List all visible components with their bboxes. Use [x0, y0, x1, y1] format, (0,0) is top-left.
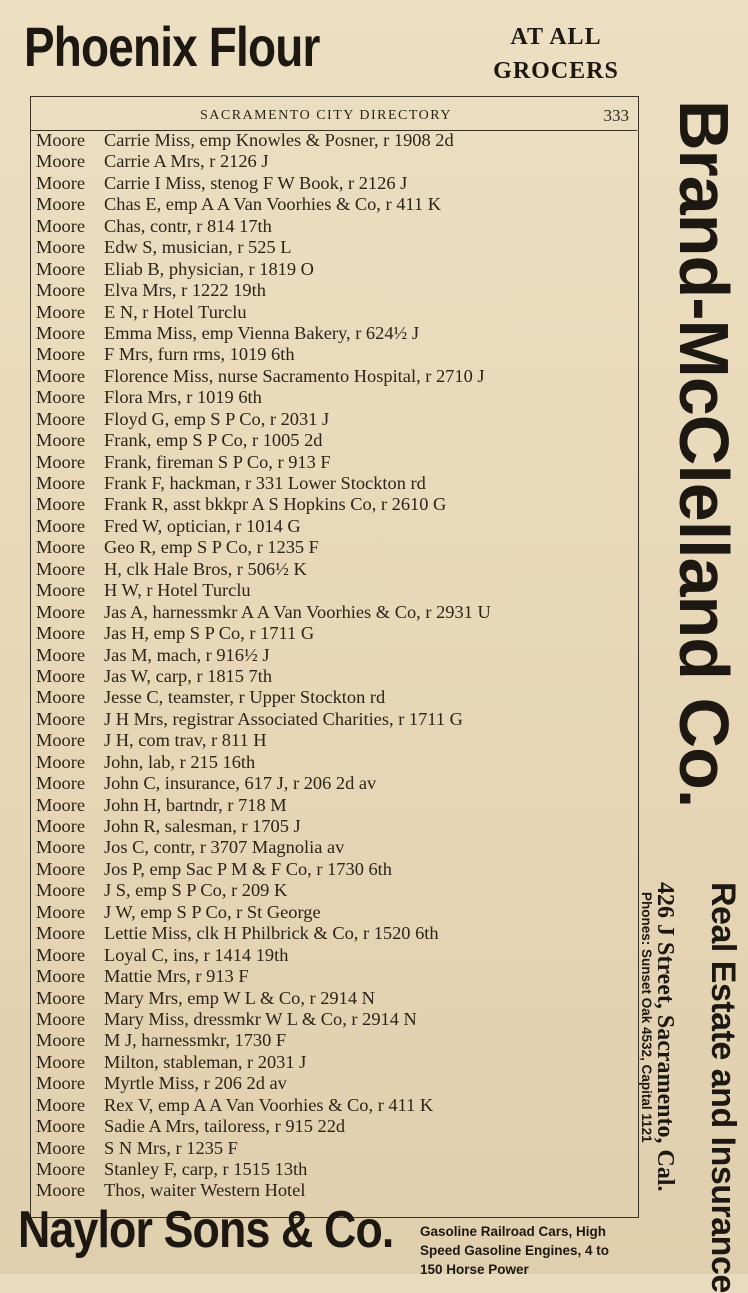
bottom-ad-name: Naylor Sons & Co.	[18, 1201, 394, 1259]
entry-surname: Moore	[36, 665, 86, 686]
entry-details: E N, r Hotel Turclu	[104, 301, 247, 322]
entry-details: Thos, waiter Western Hotel	[104, 1180, 306, 1201]
entry-details: Jas W, carp, r 1815 7th	[104, 665, 273, 686]
entry-surname: Moore	[36, 258, 86, 279]
entry-details: Floyd G, emp S P Co, r 2031 J	[104, 408, 330, 429]
entry-details: Frank F, hackman, r 331 Lower Stockton rd	[104, 473, 426, 493]
entry-surname: Moore	[36, 1137, 86, 1158]
entry-details: Jas A, harnessmkr A A Van Voorhies & Co, r 2931 U	[104, 601, 491, 622]
directory-entry	[36, 1180, 636, 1201]
entry-details: Elva Mrs, r 1222 19th	[104, 280, 266, 301]
entry-surname: Moore	[36, 1008, 86, 1029]
entry-surname: Moore	[36, 1030, 86, 1051]
entry-details: Jas M, mach, r 916½ J	[104, 644, 270, 665]
entry-details: S N Mrs, r 1235 F	[104, 1137, 238, 1158]
entry-surname: Moore	[36, 816, 86, 836]
entry-details: Frank R, asst bkkpr A S Hopkins Co, r 2610 G	[104, 494, 447, 515]
directory-entry	[36, 859, 636, 880]
directory-entry	[36, 730, 636, 751]
entry-details: John R, salesman, r 1705 J	[104, 816, 301, 836]
entry-details: Loyal C, ins, r 1414 19th	[104, 944, 289, 965]
entry-surname: Moore	[36, 451, 86, 472]
directory-entry	[36, 473, 636, 494]
directory-entry	[36, 559, 636, 580]
directory-entry	[36, 387, 636, 408]
entry-details: Milton, stableman, r 2031 J	[104, 1051, 307, 1072]
entry-details: Florence Miss, nurse Sacramento Hospital, r 2710 J	[104, 365, 485, 386]
top-ad-tag-line1: AT ALL	[510, 24, 602, 50]
directory-entry	[36, 259, 636, 280]
directory-entry	[36, 1116, 636, 1137]
entry-details: Sadie A Mrs, tailoress, r 915 22d	[104, 1116, 346, 1137]
entry-surname: Moore	[36, 237, 86, 258]
directory-entry	[36, 880, 636, 901]
directory-entry	[36, 430, 636, 451]
bottom-ad-description	[420, 1222, 640, 1279]
entry-details: Carrie Miss, emp Knowles & Posner, r 1908 2d	[104, 130, 454, 150]
directory-entry	[36, 1009, 636, 1030]
entry-surname: Moore	[36, 322, 86, 343]
entry-surname: Moore	[36, 494, 86, 515]
directory-entry	[36, 194, 636, 215]
entry-surname: Moore	[36, 387, 86, 408]
directory-entry	[36, 623, 636, 644]
entry-surname: Moore	[36, 408, 86, 429]
directory-entry	[36, 537, 636, 558]
entry-surname: Moore	[36, 215, 86, 236]
bottom-ad-desc-line2: Speed Gasoline Engines, 4 to	[420, 1243, 610, 1258]
directory-title: SACRAMENTO CITY DIRECTORY	[200, 108, 452, 123]
entry-details: Myrtle Miss, r 206 2d av	[104, 1073, 287, 1094]
entry-surname: Moore	[36, 923, 86, 944]
directory-entry	[36, 580, 636, 601]
directory-entry	[36, 709, 636, 730]
directory-entry	[36, 837, 636, 858]
entry-details: Jos C, contr, r 3707 Magnolia av	[104, 837, 345, 858]
directory-entry	[36, 1030, 636, 1051]
entry-details: Jos P, emp Sac P M & F Co, r 1730 6th	[104, 858, 392, 879]
entry-details: Flora Mrs, r 1019 6th	[104, 387, 262, 408]
entry-surname: Moore	[36, 1094, 86, 1115]
directory-entry	[36, 752, 636, 773]
bottom-ad-desc-line3: 150 Horse Power	[420, 1262, 529, 1277]
directory-entry	[36, 216, 636, 237]
directory-entry	[36, 816, 636, 837]
entry-surname: Moore	[36, 966, 86, 987]
entry-details: Frank, emp S P Co, r 1005 2d	[104, 430, 323, 451]
entry-surname: Moore	[36, 430, 86, 451]
entry-details: John, lab, r 215 16th	[104, 751, 256, 772]
side-ad-phones: Phones: Sunset Oak 4532, Capital 1121	[639, 892, 654, 1143]
entry-details: Jas H, emp S P Co, r 1711 G	[104, 623, 315, 644]
directory-entry	[36, 966, 636, 987]
entry-surname: Moore	[36, 880, 86, 901]
directory-entry	[36, 645, 636, 666]
entry-surname: Moore	[36, 987, 86, 1008]
entry-details: Rex V, emp A A Van Voorhies & Co, r 411 K	[104, 1094, 434, 1115]
directory-entry	[36, 1159, 636, 1180]
directory-entry	[36, 130, 636, 151]
entry-details: Carrie I Miss, stenog F W Book, r 2126 J	[104, 172, 408, 193]
directory-entry	[36, 945, 636, 966]
entry-surname: Moore	[36, 473, 86, 493]
entry-surname: Moore	[36, 1159, 86, 1179]
entry-details: J H, com trav, r 811 H	[104, 730, 267, 751]
directory-entry	[36, 1138, 636, 1159]
entry-details: Mattie Mrs, r 913 F	[104, 966, 249, 987]
directory-entry	[36, 344, 636, 365]
top-ad-tagline	[474, 20, 638, 88]
directory-entry	[36, 1095, 636, 1116]
entry-details: F Mrs, furn rms, 1019 6th	[104, 344, 295, 365]
directory-entry	[36, 795, 636, 816]
entry-surname: Moore	[36, 515, 86, 536]
entry-details: Jesse C, teamster, r Upper Stockton rd	[104, 687, 386, 708]
side-ad-subtitle: Real Estate and Insurance	[704, 882, 742, 1293]
page-number: 333	[603, 106, 629, 125]
bottom-ad-desc-line1: Gasoline Railroad Cars, High	[420, 1224, 607, 1239]
entry-surname: Moore	[36, 730, 86, 751]
directory-entry	[36, 151, 636, 172]
entry-surname: Moore	[36, 537, 86, 558]
entry-details: H, clk Hale Bros, r 506½ K	[104, 558, 307, 579]
entry-surname: Moore	[36, 301, 86, 322]
entry-surname: Moore	[36, 344, 86, 365]
entry-surname: Moore	[36, 837, 86, 858]
entry-surname: Moore	[36, 623, 86, 644]
entry-details: H W, r Hotel Turclu	[104, 580, 251, 601]
entry-details: Stanley F, carp, r 1515 13th	[104, 1159, 308, 1179]
entry-details: Chas E, emp A A Van Voorhies & Co, r 411 K	[104, 194, 442, 215]
entry-details: J W, emp S P Co, r St George	[104, 901, 321, 922]
entry-surname: Moore	[36, 172, 86, 193]
entry-surname: Moore	[36, 773, 86, 794]
side-ad	[638, 96, 748, 1293]
directory-entry	[36, 773, 636, 794]
entry-surname: Moore	[36, 151, 86, 172]
entry-surname: Moore	[36, 944, 86, 965]
entry-surname: Moore	[36, 194, 86, 215]
side-ad-address: 426 J Street, Sacramento, Cal.	[652, 882, 678, 1192]
entry-surname: Moore	[36, 1180, 86, 1201]
entry-surname: Moore	[36, 1051, 86, 1072]
directory-entry	[36, 494, 636, 515]
entry-details: Eliab B, physician, r 1819 O	[104, 258, 314, 279]
entry-surname: Moore	[36, 280, 86, 301]
side-ad-name: Brand-McClelland Co.	[665, 100, 743, 808]
directory-entry	[36, 516, 636, 537]
top-ad-name: Phoenix Flour	[24, 15, 320, 78]
directory-entry	[36, 452, 636, 473]
entry-details: Fred W, optician, r 1014 G	[104, 515, 301, 536]
entry-surname: Moore	[36, 858, 86, 879]
entry-surname: Moore	[36, 558, 86, 579]
entry-details: John H, bartndr, r 718 M	[104, 794, 287, 815]
entry-surname: Moore	[36, 794, 86, 815]
entry-surname: Moore	[36, 601, 86, 622]
entry-details: Frank, fireman S P Co, r 913 F	[104, 451, 331, 472]
entry-details: Mary Miss, dressmkr W L & Co, r 2914 N	[104, 1008, 417, 1029]
directory-entry	[36, 923, 636, 944]
directory-entry	[36, 302, 636, 323]
entry-surname: Moore	[36, 130, 86, 150]
entry-details: Chas, contr, r 814 17th	[104, 215, 272, 236]
directory-entry	[36, 1052, 636, 1073]
directory-entry	[36, 988, 636, 1009]
directory-entry	[36, 409, 636, 430]
directory-entry	[36, 602, 636, 623]
directory-entry	[36, 1073, 636, 1094]
entry-details: M J, harnessmkr, 1730 F	[104, 1030, 287, 1051]
entry-surname: Moore	[36, 901, 86, 922]
directory-entry	[36, 366, 636, 387]
entry-surname: Moore	[36, 1073, 86, 1094]
directory-entry	[36, 280, 636, 301]
entry-details: Lettie Miss, clk H Philbrick & Co, r 1520 6th	[104, 923, 439, 944]
entry-details: J S, emp S P Co, r 209 K	[104, 880, 288, 901]
top-ad-tag-line2: GROCERS	[493, 58, 619, 84]
entry-details: Edw S, musician, r 525 L	[104, 237, 292, 258]
entry-details: John C, insurance, 617 J, r 206 2d av	[104, 773, 377, 794]
directory-entry	[36, 173, 636, 194]
entry-details: J H Mrs, registrar Associated Charities, r 1711 G	[104, 708, 463, 729]
directory-entries	[36, 130, 636, 1202]
entry-surname: Moore	[36, 751, 86, 772]
entry-surname: Moore	[36, 365, 86, 386]
directory-entry	[36, 687, 636, 708]
entry-surname: Moore	[36, 580, 86, 601]
entry-details: Emma Miss, emp Vienna Bakery, r 624½ J	[104, 322, 420, 343]
directory-entry	[36, 237, 636, 258]
directory-entry	[36, 323, 636, 344]
entry-surname: Moore	[36, 708, 86, 729]
entry-details: Mary Mrs, emp W L & Co, r 2914 N	[104, 987, 375, 1008]
entry-details: Geo R, emp S P Co, r 1235 F	[104, 537, 319, 558]
directory-entry	[36, 902, 636, 923]
directory-entry	[36, 666, 636, 687]
entry-details: Carrie A Mrs, r 2126 J	[104, 151, 269, 172]
entry-surname: Moore	[36, 1116, 86, 1137]
entry-surname: Moore	[36, 687, 86, 708]
entry-surname: Moore	[36, 644, 86, 665]
running-header	[30, 104, 637, 131]
